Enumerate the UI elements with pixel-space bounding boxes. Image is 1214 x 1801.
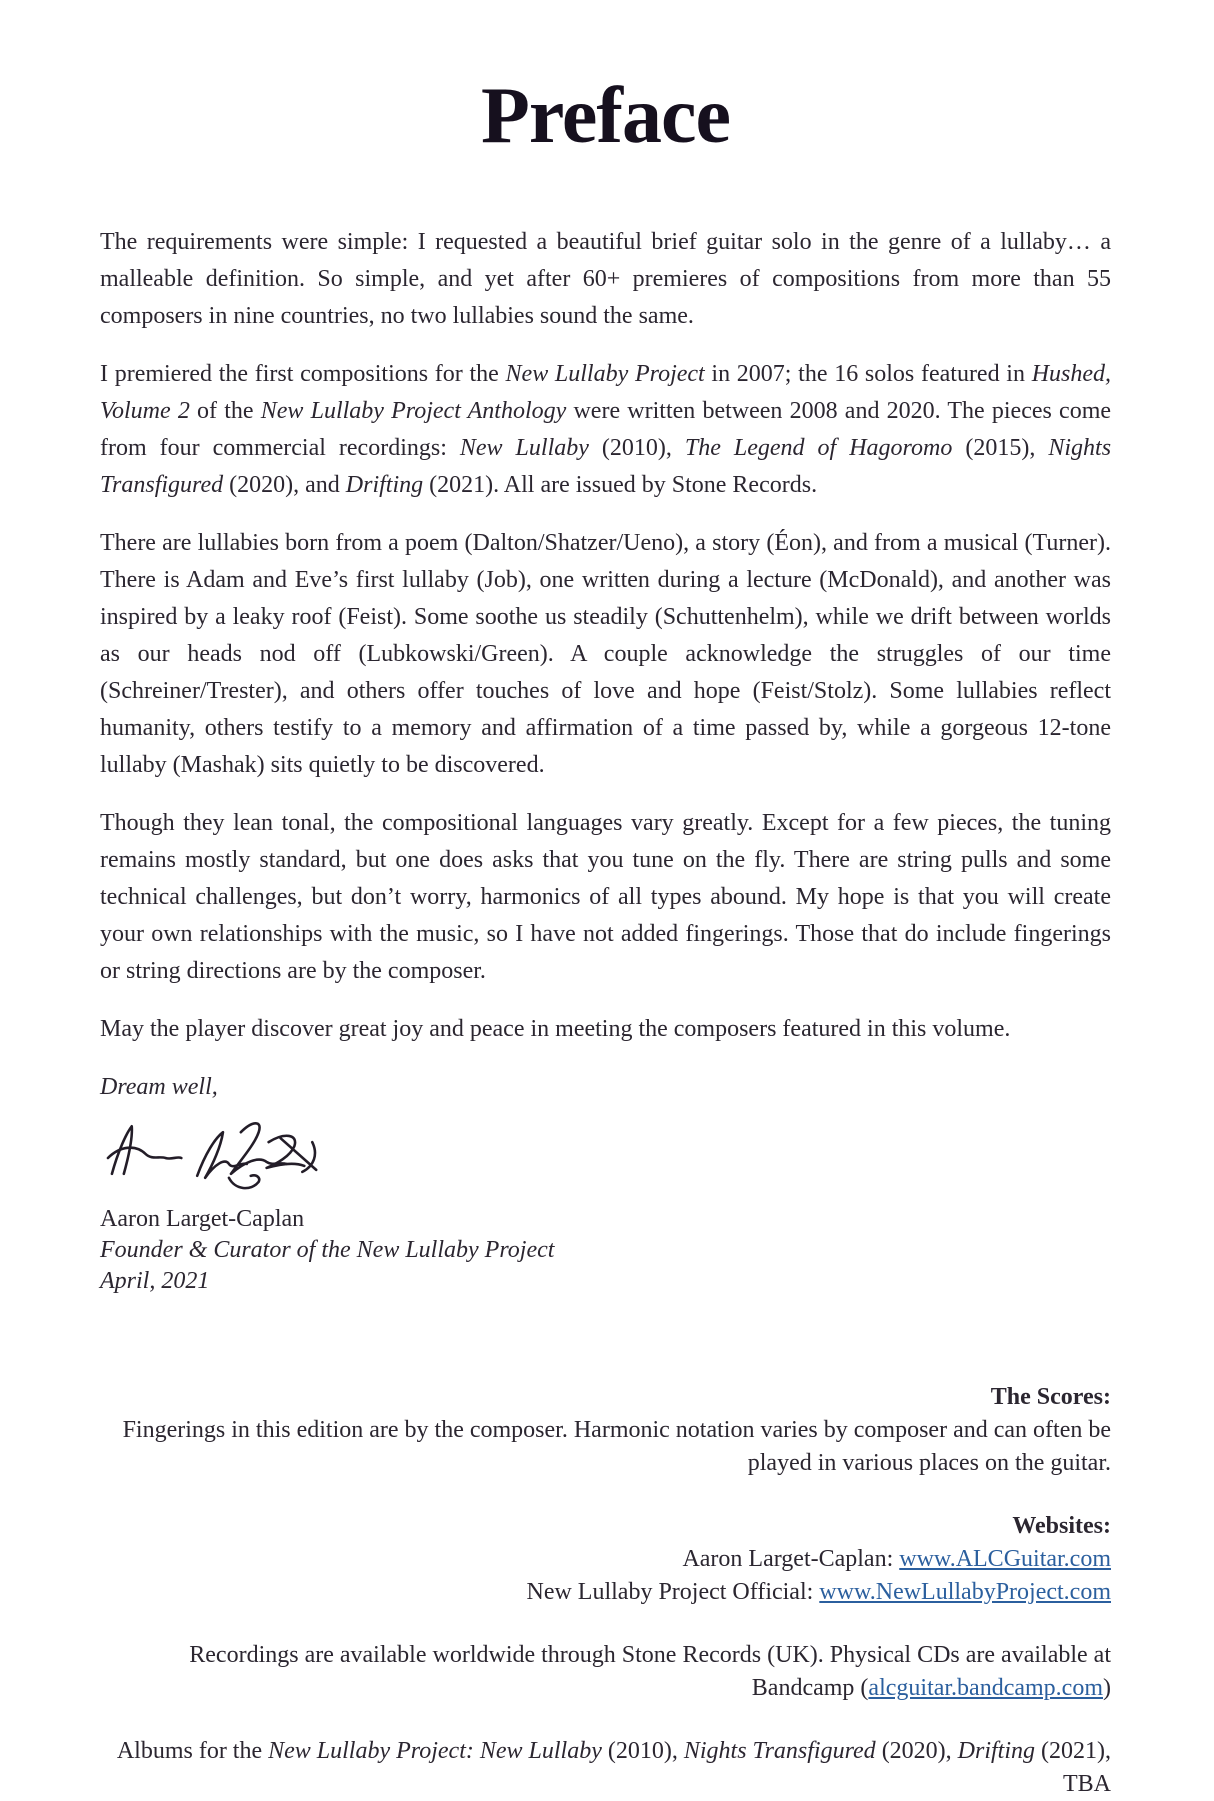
paragraph-tonal-languages (100, 805, 1111, 990)
italic-text-run: New Lullaby Project Anthology (260, 398, 567, 424)
signature-block (100, 1204, 1111, 1297)
italic-text-run: New Lullaby Project (505, 361, 705, 387)
text-run: (2020), (875, 1738, 958, 1764)
page-title: Preface (480, 72, 731, 160)
hyperlink[interactable]: www.ALCGuitar.com (899, 1546, 1111, 1572)
text-run: The requirements were simple: I requested a beautiful brief guitar solo in the genre of a lullaby… a malleable definition. So simple, and yet after 60+ premieres of compositions from more than 55 composers in nine countries, no two lullabies sound the same. (100, 229, 1111, 329)
text-run: Though they lean tonal, the compositional languages vary greatly. Except for a few pieces, the tuning remains mostly standard, but one does asks that you tune on the fly. There are string pulls and some technical challenges, but don’t worry, harmonics of all types abound. My hope is that you will create your own relationships with the music, so I have not added fingerings. Those that do include fingerings or string directions are by the composer. (100, 810, 1111, 984)
italic-text-run: Nights Transfigured (100, 435, 1112, 498)
italic-text-run: The Legend of Hagoromo (684, 435, 953, 461)
hyperlink[interactable]: www.NewLullabyProject.com (819, 1579, 1111, 1605)
paragraph-requirements (100, 224, 1111, 335)
author-role: Founder & Curator of the New Lullaby Project (100, 1237, 555, 1263)
spacer (100, 1480, 1111, 1510)
italic-text-run: Nights Transfigured (683, 1738, 876, 1764)
text-run: Aaron Larget-Caplan: (682, 1546, 900, 1572)
text-run: (2021), TBA (1035, 1738, 1111, 1797)
italic-text-run: Drifting (345, 472, 424, 498)
text-run: I premiered the first compositions for the (100, 361, 506, 387)
websites-heading: Websites: (1012, 1513, 1111, 1539)
text-run: ) (1103, 1675, 1111, 1701)
preface-page (0, 72, 1214, 1797)
text-run: (2010), (588, 435, 685, 461)
scores-note: Fingerings in this edition are by the composer. Harmonic notation varies by composer and can often be played in various places on the guitar. (122, 1417, 1111, 1476)
text-run: (2015), (952, 435, 1049, 461)
text-run: (2010), (601, 1738, 684, 1764)
albums-note (100, 1735, 1111, 1801)
preface-body (100, 224, 1111, 1297)
paragraph-premieres (100, 356, 1111, 504)
paragraph-closing-wish (100, 1011, 1111, 1048)
text-run: Recordings are available worldwide through Stone Records (UK). Physical CDs are available at Bandcamp ( (189, 1642, 1111, 1701)
signature-date: April, 2021 (100, 1268, 210, 1294)
signature-image (102, 1112, 340, 1202)
spacer (100, 1609, 1111, 1639)
scores-heading: The Scores: (990, 1384, 1111, 1410)
info-section (100, 1381, 1111, 1801)
valediction: Dream well, (100, 1074, 218, 1100)
paragraph-lullaby-origins (100, 525, 1111, 784)
author-name: Aaron Larget-Caplan (100, 1206, 305, 1232)
text-run: were written between 2008 and 2020. The pieces come from four commercial recordings: (100, 398, 1112, 461)
text-run: There are lullabies born from a poem (Dalton/Shatzer/Ueno), a story (Éon), and from a musical (Turner). There is Adam and Eve’s first lullaby (Job), one written during a lecture (McDonald), and another was inspired by a leaky roof (Feist). Some soothe us steadily (Schuttenhelm), while we drift between worlds as our heads nod off (Lubkowski/Green). A couple acknowledge the struggles of our time (Schreiner/Trester), and others offer touches of love and hope (Feist/Stolz). Some lullabies reflect humanity, others testify to a memory and affirmation of a time passed by, while a gorgeous 12-tone lullaby (Mashak) sits quietly to be discovered. (100, 530, 1111, 778)
italic-text-run: Drifting (957, 1738, 1036, 1764)
text-run: of the (189, 398, 261, 424)
italic-text-run: New Lullaby (459, 435, 589, 461)
text-run: (2020), and (223, 472, 346, 498)
website-line-newlullaby (100, 1576, 1111, 1609)
website-line-alcguitar (100, 1543, 1111, 1576)
hyperlink[interactable]: alcguitar.bandcamp.com (868, 1675, 1103, 1701)
text-run: in 2007; the 16 solos featured in (704, 361, 1032, 387)
text-run: Albums for the (116, 1738, 269, 1764)
text-run: (2021). All are issued by Stone Records. (423, 472, 818, 498)
recordings-note (100, 1639, 1111, 1705)
italic-text-run: New Lullaby Project: New Lullaby (268, 1738, 602, 1764)
spacer (100, 1705, 1111, 1735)
text-run: May the player discover great joy and peace in meeting the composers featured in this volume. (100, 1016, 1011, 1042)
italic-text-run: Hushed, Volume 2 (100, 361, 1112, 424)
text-run: New Lullaby Project Official: (526, 1579, 820, 1605)
